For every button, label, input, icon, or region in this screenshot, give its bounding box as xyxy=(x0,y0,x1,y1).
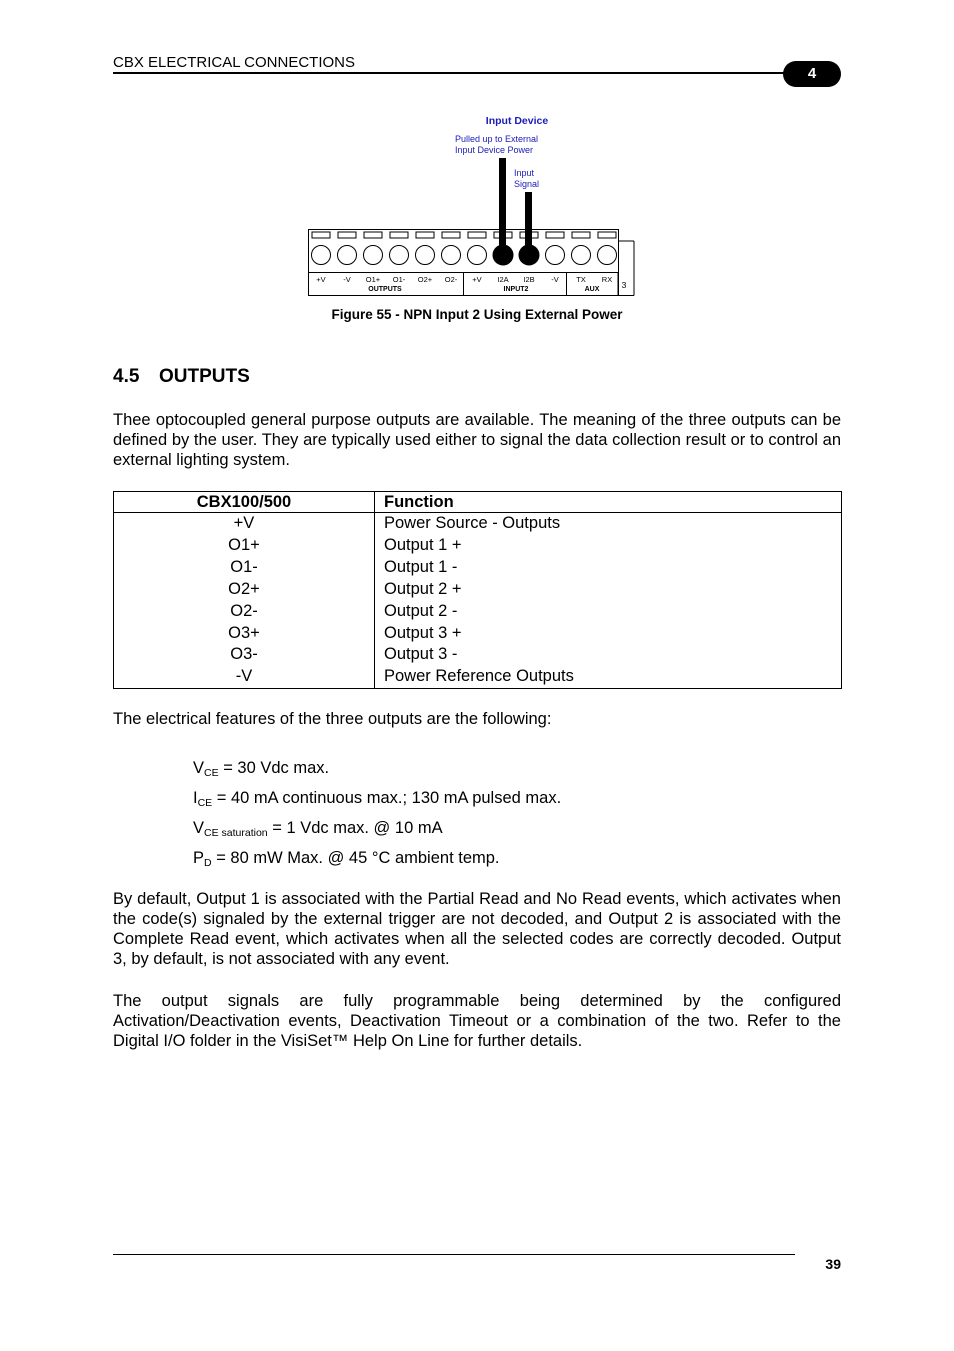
pin-cell: O2+ xyxy=(114,579,375,601)
terminal-screw-slot xyxy=(468,232,486,238)
table-row xyxy=(114,557,842,579)
terminal xyxy=(390,246,409,265)
intro-paragraph: Thee optocoupled general purpose outputs are available. The meaning of the three outputs can be defined by the user. They are typically used either to signal the data collection result or to control an external lighting system. xyxy=(113,411,841,469)
features-intro: The electrical features of the three outputs are the following: xyxy=(113,710,552,728)
pin-cell: O3+ xyxy=(114,623,375,645)
spec-vce: $V_{CE} = 30$ Vdc max. xyxy=(193,759,330,779)
terminal-pin-label: O2- xyxy=(444,275,458,284)
pullup-note-line-1: Pulled up to External xyxy=(455,134,539,144)
running-header: CBX ELECTRICAL CONNECTIONS xyxy=(113,54,355,71)
terminal xyxy=(546,246,565,265)
group-label-input2: INPUT2 xyxy=(503,286,529,293)
external-power-wire xyxy=(499,158,506,256)
function-cell: Output 3 + xyxy=(375,623,842,645)
terminal xyxy=(364,246,383,265)
function-cell: Output 1 - xyxy=(375,557,842,579)
terminal-pin-label: -V xyxy=(551,275,559,284)
chapter-badge: 4 xyxy=(783,61,841,87)
terminal-pin-label: +V xyxy=(472,275,482,284)
spec-vce-saturation: $V_{CE saturation} = 1$ Vdc max. @ 10 mA xyxy=(193,819,443,839)
terminal xyxy=(598,246,617,265)
function-cell: Output 2 - xyxy=(375,601,842,623)
function-cell: Output 2 + xyxy=(375,579,842,601)
terminal xyxy=(572,246,591,265)
table-row xyxy=(114,644,842,666)
terminal-pin-label: +V xyxy=(316,275,326,284)
group-label-outputs: OUTPUTS xyxy=(368,286,402,293)
terminal xyxy=(312,246,331,265)
pin-cell: O3- xyxy=(114,644,375,666)
terminal xyxy=(442,246,461,265)
terminal-pin-label: I2A xyxy=(497,275,509,284)
section-title: OUTPUTS xyxy=(159,366,250,387)
terminal-wired xyxy=(519,245,539,265)
table-row xyxy=(114,601,842,623)
terminal-pin-label: RX xyxy=(601,275,613,284)
terminal-screw-slot xyxy=(312,232,330,238)
pin-cell: O1- xyxy=(114,557,375,579)
terminal-screw-slot xyxy=(390,232,408,238)
pin-cell: -V xyxy=(114,666,375,688)
spec-ice: $I_{CE} = 40$ mA continuous max.; 130 mA pulsed max. xyxy=(193,789,562,809)
spec-pd: $P_D = 80$ mW Max. @ 45 °C ambient temp. xyxy=(193,849,500,869)
terminal-pin-label: -V xyxy=(343,275,351,284)
programmable-paragraph: The output signals are fully programmable being determined by the configured Activation/Deactivation events, Deactivation Timeout or a combination of the two. Refer to the Digital I/O folder in the VisiSet™ Help On Line for further details. xyxy=(113,992,841,1050)
terminal-pin-label: O1+ xyxy=(365,275,381,284)
function-cell: Output 3 - xyxy=(375,644,842,666)
figure-caption: Figure 55 - NPN Input 2 Using External Power xyxy=(331,307,623,322)
function-cell: Power Source - Outputs xyxy=(375,513,842,535)
table-row xyxy=(114,535,842,557)
section-heading xyxy=(113,366,250,388)
page-number: 39 xyxy=(825,1256,841,1272)
terminal-screw-slot xyxy=(364,232,382,238)
header-rule xyxy=(113,72,803,74)
function-cell: Output 1 + xyxy=(375,535,842,557)
table-row xyxy=(114,579,842,601)
terminal-pin-label: I2B xyxy=(523,275,535,284)
pin-cell: +V xyxy=(114,513,375,535)
block-end-label: 3 xyxy=(621,280,627,290)
group-label-aux: AUX xyxy=(584,286,600,293)
table-row xyxy=(114,666,842,688)
terminal-wired xyxy=(493,245,513,265)
table-row xyxy=(114,513,842,535)
npn-input-wiring-diagram xyxy=(300,108,645,303)
terminal-screw-slot xyxy=(416,232,434,238)
footer-rule xyxy=(113,1254,795,1255)
pin-cell: O2- xyxy=(114,601,375,623)
pullup-note-line-2: Input Device Power xyxy=(455,145,534,155)
input-signal-line-1: Input xyxy=(514,168,535,178)
terminal-screw-slot xyxy=(598,232,616,238)
terminal xyxy=(468,246,487,265)
input-signal-line-2: Signal xyxy=(514,179,540,189)
default-behaviour-paragraph: By default, Output 1 is associated with the Partial Read and No Read events, which activates when the code(s) signaled by the external trigger are not decoded, and Output 2 is associated with the Complete Read event, which activates when all the selected codes are correctly decoded. Output 3, by default, is not associated with any event. xyxy=(113,890,841,968)
terminal xyxy=(416,246,435,265)
terminal-pin-label: O1- xyxy=(392,275,406,284)
table-header-function: Function xyxy=(375,492,842,513)
terminal-screw-slot xyxy=(338,232,356,238)
terminal xyxy=(338,246,357,265)
section-number: 4.5 xyxy=(113,366,140,387)
pin-cell: O1+ xyxy=(114,535,375,557)
terminal-screw-slot xyxy=(546,232,564,238)
input-device-label: Input Device xyxy=(485,115,549,127)
terminal-screw-slot xyxy=(572,232,590,238)
terminal-pin-label: O2+ xyxy=(417,275,433,284)
terminal-pin-label: TX xyxy=(576,275,586,284)
function-cell: Power Reference Outputs xyxy=(375,666,842,688)
terminal-screw-slot xyxy=(442,232,460,238)
outputs-pin-table xyxy=(113,491,842,689)
table-header-pin: CBX100/500 xyxy=(114,492,375,513)
table-row xyxy=(114,623,842,645)
